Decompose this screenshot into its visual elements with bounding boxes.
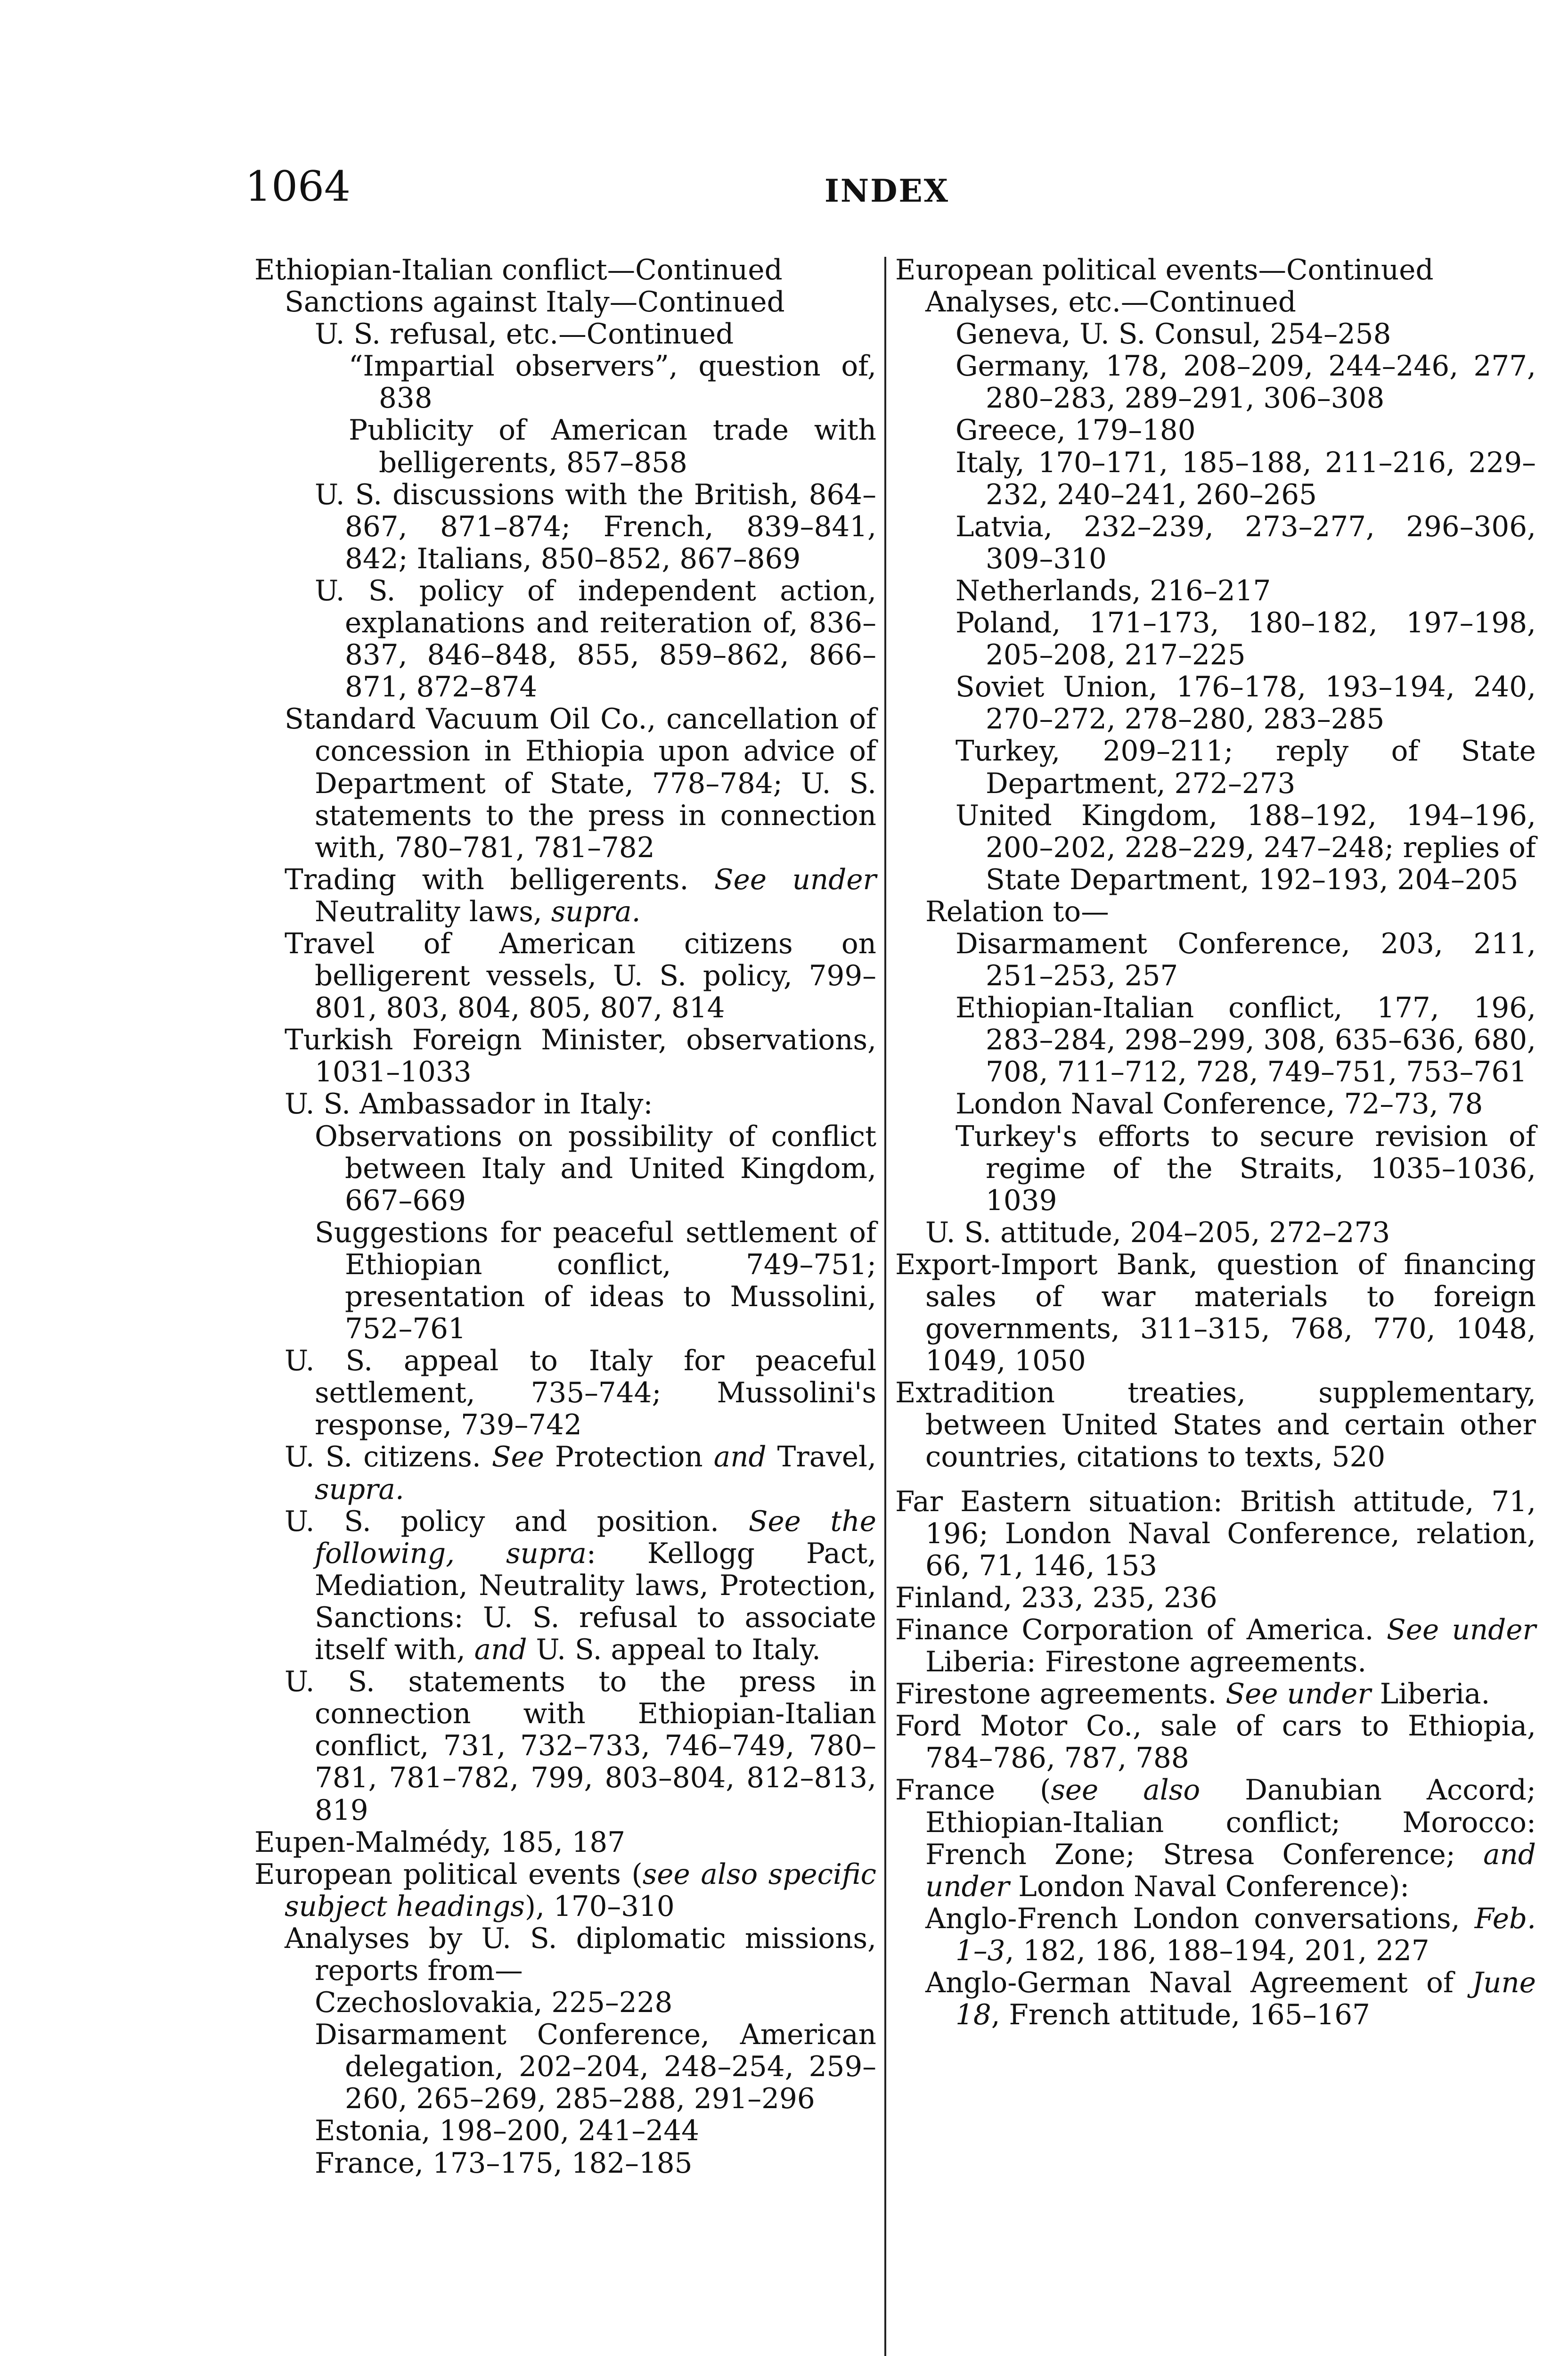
index-entry: Publicity of American trade with belligerents, 857–858 bbox=[349, 414, 876, 479]
index-entry: Travel of American citizens on belligerent vessels, U. S. policy, 799–801, 803, 804, 805, 807, 814 bbox=[285, 927, 876, 1025]
index-entry: Greece, 179–180 bbox=[956, 414, 1196, 447]
index-entry: U. S. statements to the press in connection with Ethiopian-Italian conflict, 731, 732–733, 746–749, 780–781, 781–782, 799, 803–804, 812–813, 819 bbox=[285, 1666, 876, 1827]
index-entry: U. S. attitude, 204–205, 272–273 bbox=[925, 1216, 1390, 1249]
index-entry: Analyses, etc.—Continued bbox=[925, 286, 1296, 319]
index-entry: Disarmament Conference, 203, 211, 251–253, 257 bbox=[956, 927, 1536, 993]
index-column-right bbox=[895, 254, 1536, 2031]
index-entry: U. S. citizens. See Protection and Travel, supra. bbox=[285, 1441, 877, 1506]
index-entry: Germany, 178, 208–209, 244–246, 277, 280–283, 289–291, 306–308 bbox=[956, 350, 1536, 415]
index-entry: Finance Corporation of America. See under Liberia: Firestone agreements. bbox=[895, 1613, 1536, 1679]
index-entry: Finland, 233, 235, 236 bbox=[895, 1581, 1217, 1614]
index-entry: Suggestions for peaceful settlement of Ethiopian conflict, 749–751; presentation of ideas to Mussolini, 752–761 bbox=[315, 1216, 876, 1346]
index-entry: Poland, 171–173, 180–182, 197–198, 205–208, 217–225 bbox=[956, 607, 1536, 672]
index-entry: Turkish Foreign Minister, observations, 1031–1033 bbox=[285, 1024, 876, 1089]
index-entry: Relation to— bbox=[925, 895, 1109, 928]
page-number: 1064 bbox=[245, 162, 351, 211]
index-entry: United Kingdom, 188–192, 194–196, 200–202, 228–229, 247–248; replies of State Department, 192–193, 204–205 bbox=[956, 799, 1536, 896]
index-entry: “Impartial observers”, question of, 838 bbox=[349, 350, 876, 415]
index-entry: Turkey, 209–211; reply of State Department, 272–273 bbox=[956, 735, 1536, 800]
index-entry: European political events (see also specific subject headings), 170–310 bbox=[254, 1858, 876, 1923]
index-entry: France, 173–175, 182–185 bbox=[315, 2147, 693, 2180]
index-entry: Geneva, U. S. Consul, 254–258 bbox=[956, 318, 1391, 351]
index-entry: Analyses by U. S. diplomatic missions, reports from— bbox=[285, 1922, 876, 1987]
index-entry: U. S. Ambassador in Italy: bbox=[285, 1088, 653, 1121]
index-entry: Turkey's efforts to secure revision of regime of the Straits, 1035–1036, 1039 bbox=[956, 1120, 1536, 1217]
index-entry: Export-Import Bank, question of financing sales of war materials to foreign governments, 311–315, 768, 770, 1048, 1049, 1050 bbox=[895, 1248, 1536, 1378]
index-entry: Anglo-German Naval Agreement of June 18, French attitude, 165–167 bbox=[925, 1966, 1536, 2032]
index-entry: Czechoslovakia, 225–228 bbox=[315, 1987, 673, 2020]
running-head: INDEX bbox=[825, 172, 949, 209]
index-entry: Firestone agreements. See under Liberia. bbox=[895, 1678, 1490, 1711]
index-entry: Far Eastern situation: British attitude, 71, 196; London Naval Conference, relation, 66, 71, 146, 153 bbox=[895, 1485, 1536, 1582]
index-entry: Anglo-French London conversations, Feb. 1–3, 182, 186, 188–194, 201, 227 bbox=[925, 1902, 1536, 1967]
index-entry: Ethiopian-Italian conflict—Continued bbox=[254, 254, 783, 286]
index-entry: U. S. policy and position. See the following, supra: Kellogg Pact, Mediation, Neutrality laws, Protection, Sanctions: U. S. refusal to associate itself with, and U. S. appeal to Italy. bbox=[285, 1505, 876, 1667]
index-entry: Netherlands, 216–217 bbox=[956, 574, 1271, 607]
index-entry: Extradition treaties, supplementary, between United States and certain other countries, citations to texts, 520 bbox=[895, 1377, 1536, 1474]
index-entry: Ethiopian-Italian conflict, 177, 196, 283–284, 298–299, 308, 635–636, 680, 708, 711–712, 728, 749–751, 753–761 bbox=[956, 992, 1536, 1089]
index-entry: Disarmament Conference, American delegation, 202–204, 248–254, 259–260, 265–269, 285–288, 291–296 bbox=[315, 2019, 876, 2116]
index-column-left bbox=[254, 254, 876, 2180]
index-entry: U. S. policy of independent action, explanations and reiteration of, 836–837, 846–848, 855, 859–862, 866–871, 872–874 bbox=[315, 574, 876, 704]
index-entry: Eupen-Malmédy, 185, 187 bbox=[254, 1826, 626, 1859]
index-entry: Sanctions against Italy—Continued bbox=[285, 286, 785, 319]
index-entry: Standard Vacuum Oil Co., cancellation of concession in Ethiopia upon advice of Department of State, 778–784; U. S. statements to the press in connection with, 780–781, 781–782 bbox=[285, 703, 876, 864]
index-entry: Ford Motor Co., sale of cars to Ethiopia, 784–786, 787, 788 bbox=[895, 1710, 1536, 1775]
index-entry: Trading with belligerents. See under Neutrality laws, supra. bbox=[285, 863, 876, 928]
index-entry: Latvia, 232–239, 273–277, 296–306, 309–310 bbox=[956, 510, 1536, 575]
index-entry: U. S. discussions with the British, 864–867, 871–874; French, 839–841, 842; Italians, 850–852, 867–869 bbox=[315, 478, 876, 575]
index-entry: U. S. refusal, etc.—Continued bbox=[315, 318, 734, 351]
index-entry: European political events—Continued bbox=[895, 254, 1434, 286]
index-entry: France (see also Danubian Accord; Ethiopian-Italian conflict; Morocco: French Zone; Stresa Conference; and under London Naval Conference): bbox=[895, 1774, 1536, 1903]
index-entry: London Naval Conference, 72–73, 78 bbox=[956, 1088, 1483, 1121]
index-entry: Observations on possibility of conflict between Italy and United Kingdom, 667–669 bbox=[315, 1120, 876, 1217]
index-entry: U. S. appeal to Italy for peaceful settlement, 735–744; Mussolini's response, 739–742 bbox=[285, 1345, 876, 1442]
index-entry: Italy, 170–171, 185–188, 211–216, 229–232, 240–241, 260–265 bbox=[956, 446, 1536, 511]
column-divider bbox=[884, 257, 886, 2356]
index-entry: Estonia, 198–200, 241–244 bbox=[315, 2115, 699, 2148]
index-entry: Soviet Union, 176–178, 193–194, 240, 270–272, 278–280, 283–285 bbox=[956, 671, 1536, 736]
